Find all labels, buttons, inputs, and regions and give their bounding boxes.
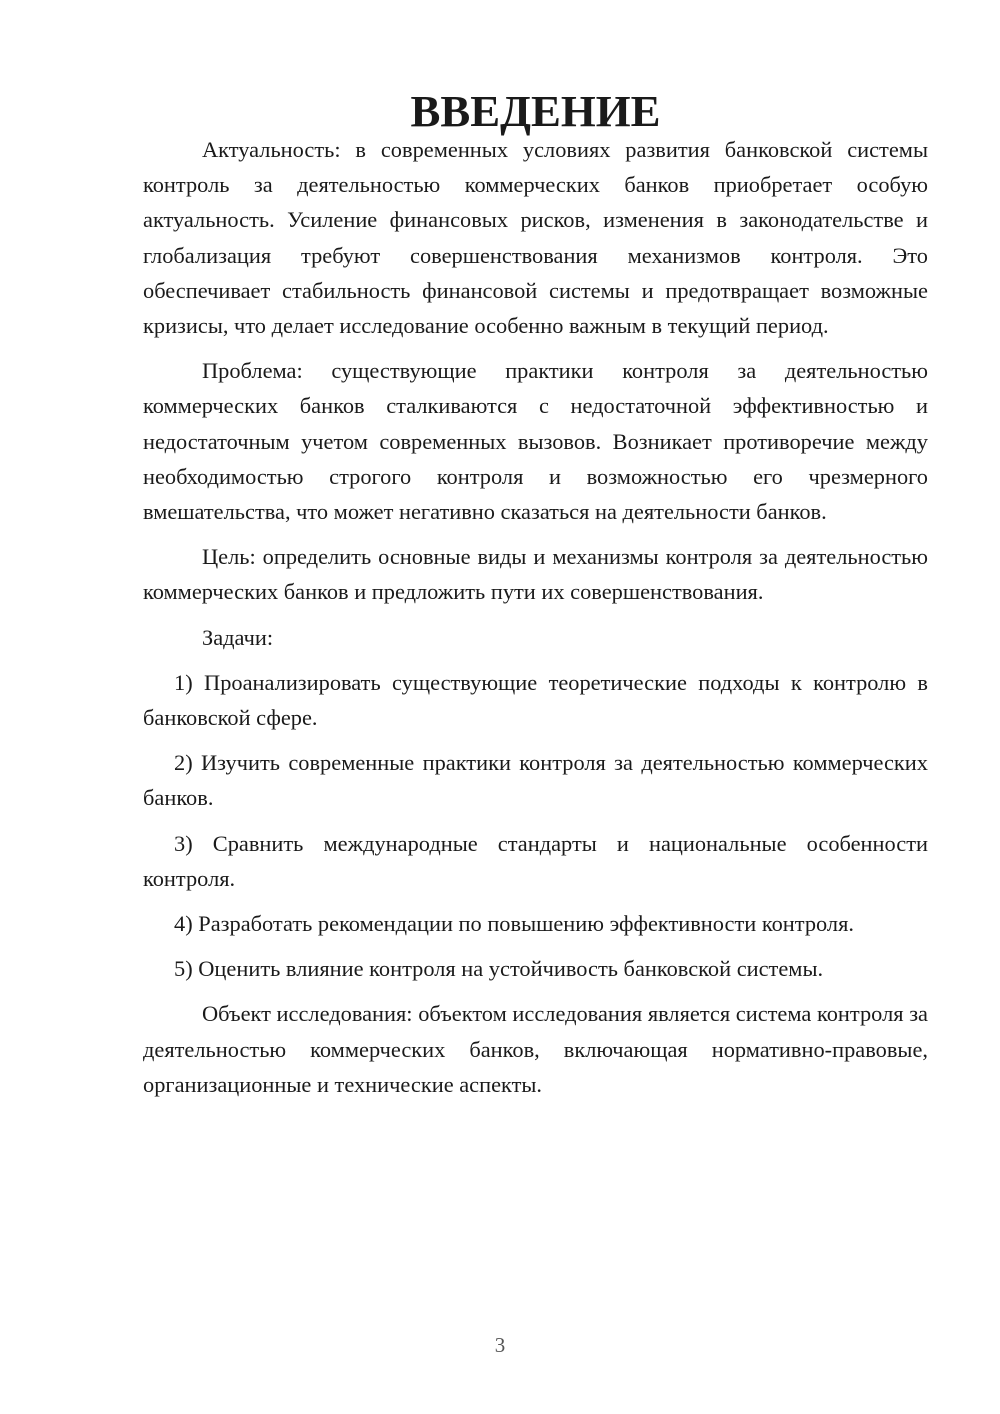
list-item (143, 951, 928, 986)
task-number: 5) (174, 956, 193, 982)
task-number: 3) (174, 830, 193, 856)
problem-paragraph: Проблема: существующие практики контроля за деятельностью коммерческих банков сталкиваются с недостаточной эффективностью и недостаточным учетом современных вызовов. Возникает противоречие между необходимостью строгого контроля и возможностью его чрезмерного вмешательства, что может негативно сказаться на деятельности банков. (143, 358, 928, 525)
page-number: 3 (494, 1333, 506, 1357)
page-title: ВВЕДЕНИЕ (410, 86, 661, 136)
list-item (143, 906, 928, 941)
tasks-list (143, 665, 928, 987)
task-text: Сравнить международные стандарты и национальные особенности контроля. (143, 830, 928, 891)
relevance-paragraph: Актуальность: в современных условиях развития банковской системы контроль за деятельностью коммерческих банков приобретает особую актуальность. Усиление финансовых рисков, изменения в законодательстве и глобализация требуют совершенствования механизмов контроля. Это обеспечивает стабильность финансовой системы и предотвращает возможные кризисы, что делает исследование особенно важным в текущий период. (143, 137, 928, 339)
document-body (143, 86, 928, 1112)
list-item (143, 826, 928, 896)
object-paragraph: Объект исследования: объектом исследования является система контроля за деятельностью коммерческих банков, включающая нормативно-правовые, организационные и технические аспекты. (143, 1001, 928, 1097)
tasks-label: Задачи: (202, 624, 274, 650)
task-number: 4) (174, 911, 193, 937)
task-number: 1) (174, 669, 193, 695)
goal-paragraph: Цель: определить основные виды и механизмы контроля за деятельностью коммерческих банков и предложить пути их совершенствования. (143, 544, 928, 605)
task-text: Изучить современные практики контроля за деятельностью коммерческих банков. (143, 750, 928, 811)
task-text: Проанализировать существующие теоретические подходы к контролю в банковской сфере. (143, 669, 928, 731)
list-item (143, 665, 928, 735)
list-item (143, 745, 928, 815)
task-number: 2) (174, 750, 193, 776)
task-text: Разработать рекомендации по повышению эффективности контроля. (198, 911, 854, 937)
task-text: Оценить влияние контроля на устойчивость банковской системы. (198, 956, 824, 982)
